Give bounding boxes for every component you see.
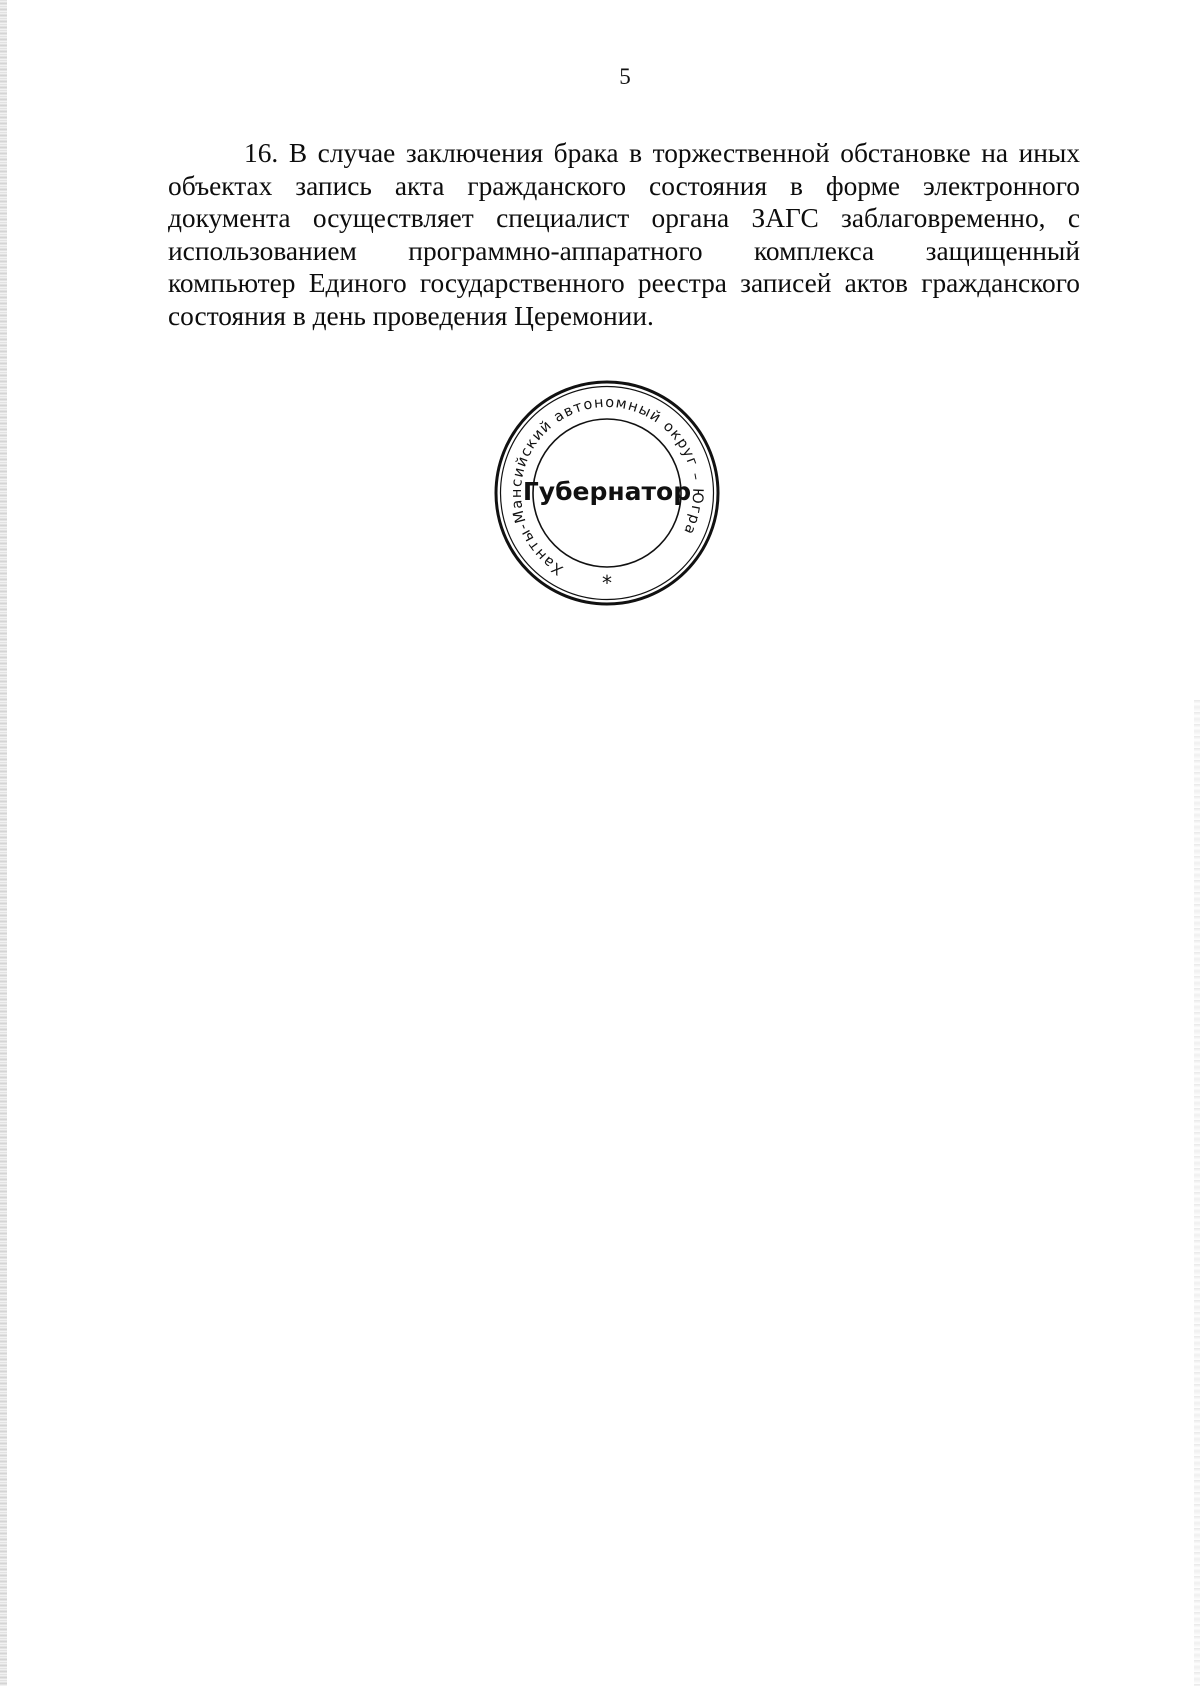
stamp-star-icon: * — [602, 571, 612, 595]
stamp-center-text: Губернатор — [522, 477, 692, 506]
stamp-graphic — [492, 378, 722, 608]
stamp-ring-text: Ханты-Мансийский автономный округ – Югра — [508, 394, 706, 578]
scan-edge-left — [0, 0, 7, 1686]
scan-edge-right — [1194, 700, 1200, 1686]
governor-stamp — [492, 378, 722, 608]
paragraph-16: 16. В случае заключения брака в торжественной обстановке на иных объектах запись акта гражданского состояния в форме электронного документа осуществляет специалист органа ЗАГС заблаговременно, с использованием программно-аппаратного комплекса защищенный компьютер Единого государственного реестра записей актов гражданского состояния в день проведения Церемонии. — [168, 138, 1080, 331]
page-number: 5 — [619, 64, 631, 89]
